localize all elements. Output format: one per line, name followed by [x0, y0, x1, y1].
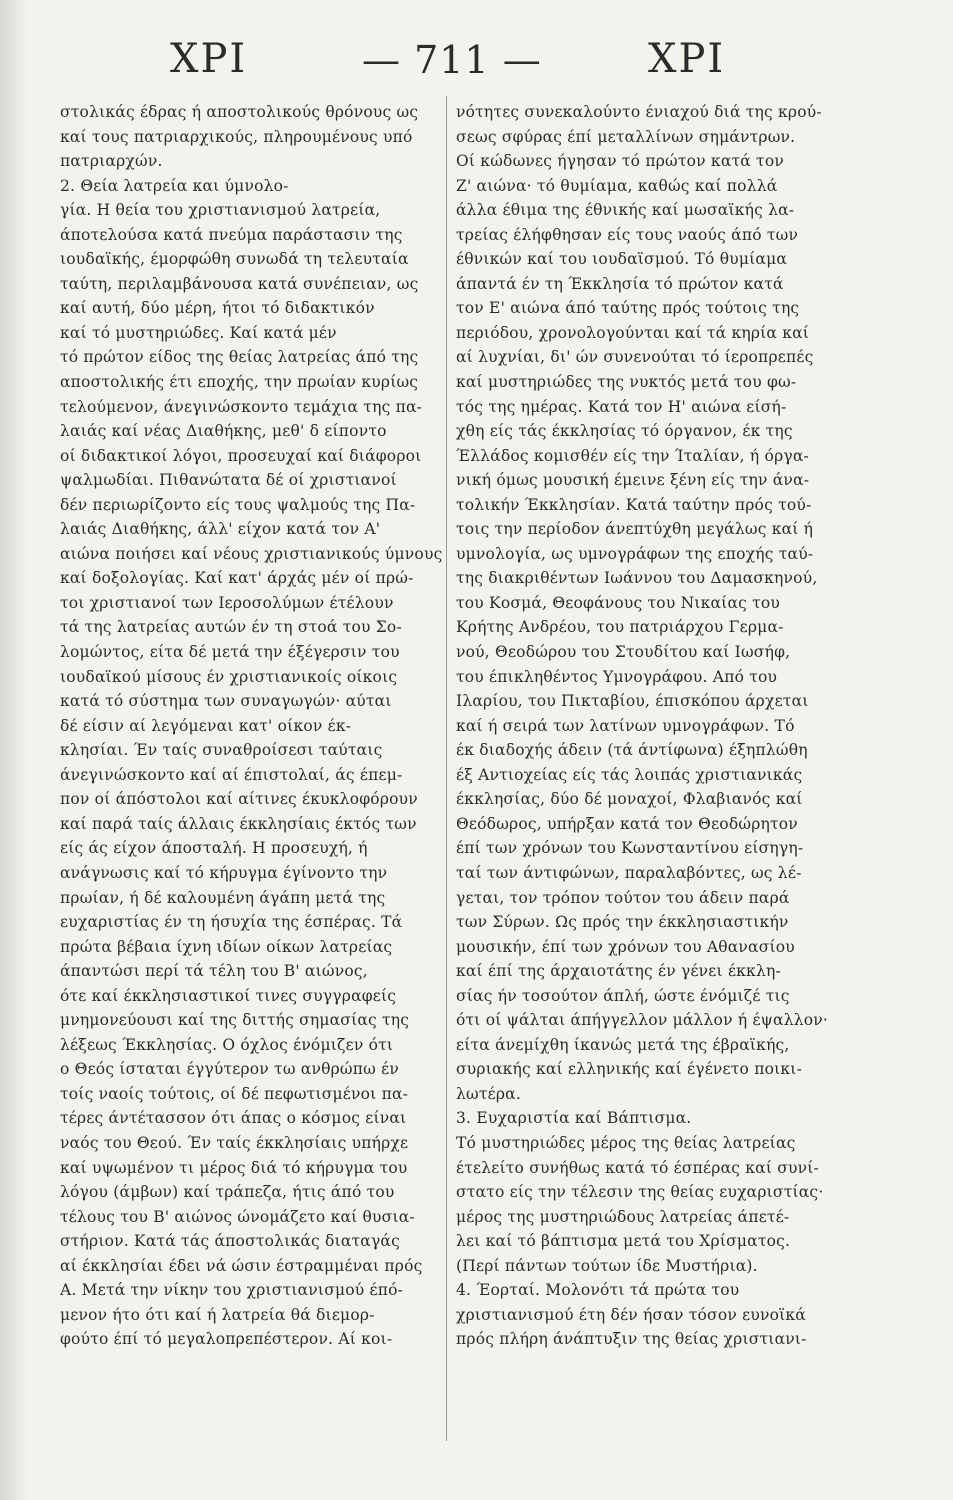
text-line: δέ είσιν αί λεγόμεναι κατ' οίκον έκ- — [60, 716, 352, 735]
text-line: μνημονεύουσι καί της διττής σημασίας της — [60, 1011, 410, 1030]
text-line: στατο είς την τέλεσιν της θείας ευχαριστίας· — [456, 1183, 824, 1202]
text-line: τρείας έλήφθησαν είς τους ναούς άπό των — [456, 225, 799, 244]
text-line: του έπικληθέντος Υμνογράφου. Από του — [456, 667, 778, 686]
text-line: λαιάς καί νέας Διαθήκης, μεθ' δ είποντο — [60, 422, 387, 441]
text-line: καί δοξολογίας. Καί κατ' άρχάς μέν οί πρώ- — [60, 569, 414, 588]
text-line: νού, Θεοδώρου του Στουδίτου καί Ιωσήφ, — [456, 643, 791, 662]
text-line: καί αυτή, δύο μέρη, ήτοι τό διδακτικόν — [60, 299, 375, 318]
text-line: 2. Θεία λατρεία και ύμνολο- — [60, 176, 289, 195]
text-line: σεως σφύρας έπί μεταλλίνων σημάντρων. — [456, 127, 796, 146]
text-line: μενον ήτο ότι καί ή λατρεία θά διεμορ- — [60, 1305, 375, 1324]
text-line: ταύτη, περιλαμβάνουσα κατά συνέπειαν, ως — [60, 274, 419, 293]
text-line: τοίς ναοίς τούτοις, οί δέ πεφωτισμένοι πα- — [60, 1084, 409, 1103]
text-line: μέρος της μυστηριώδους λατρείας άπετέ- — [456, 1207, 790, 1226]
text-line: έκκλησίας, δύο δέ μοναχοί, Φλαβιανός καί — [456, 790, 803, 809]
text-line: χθη είς τάς έκκλησίας τό όργανον, έκ της — [456, 422, 793, 441]
text-line: καί τό μυστηριώδες. Καί κατά μέν — [60, 323, 337, 342]
text-line: έπί των χρόνων του Κωνσταντίνου είσηγη- — [456, 839, 804, 858]
text-line: τολικήν Έκκλησίαν. Κατά ταύτην πρός τού- — [456, 495, 812, 514]
text-line: πρώτα βέβαια ίχνη ιδίων οίκων λατρείας — [60, 937, 393, 956]
text-line: έκ διαδοχής άδειν (τά άντίφωνα) έξηπλώθη — [456, 741, 808, 760]
text-line: γεται, τον τρόπον τούτον του άδειν παρά — [456, 888, 790, 907]
header-left-word: ΧΡΙ — [170, 36, 248, 82]
text-line: καί ή σειρά των λατίνων υμνογράφων. Τό — [456, 716, 795, 735]
text-line: άποτελούσα κατά πνεύμα παράστασιν της — [60, 225, 403, 244]
text-line: πρωίαν, ή δέ καλουμένη άγάπη μετά της — [60, 888, 386, 907]
text-line: τέλους του Β' αιώνος ώνομάζετο καί θυσια- — [60, 1207, 415, 1226]
right-column — [456, 100, 866, 1352]
text-line: έθνικών καί του ιουδαϊσμού. Τό θυμίαμα — [456, 250, 788, 269]
text-line: Κρήτης Ανδρέου, του πατριάρχου Γερμα- — [456, 618, 784, 637]
text-line: μουσικήν, έπί των χρόνων του Αθανασίου — [456, 937, 795, 956]
text-line: ναός του Θεού. Έν ταίς έκκλησίαις υπήρχε — [60, 1133, 409, 1152]
text-line: νότητες συνεκαλούντο ένιαχού διά της κρού- — [456, 103, 822, 121]
text-line: λαιάς Διαθήκης, άλλ' είχον κατά τον Α' — [60, 520, 381, 539]
text-line: ευχαριστίας έν τη ήσυχία της έσπέρας. Τά — [60, 913, 403, 932]
text-line: χριστιανισμού έτη δέν ήσαν τόσον ευνοϊκά — [456, 1305, 806, 1324]
text-line: γία. Η θεία του χριστιανισμού λατρεία, — [60, 201, 381, 220]
text-line: κατά τό σύστημα των συναγωγών· αύται — [60, 692, 392, 711]
text-line: αί έκκλησίαι έδει νά ώσιν έστραμμέναι πρός — [60, 1256, 423, 1275]
text-line: τέρες άντέτασσον ότι άπας ο κόσμος είναι — [60, 1109, 407, 1128]
text-line: σίας ήν τοσούτον άπλή, ώστε ένόμιζέ τις — [456, 986, 790, 1005]
text-line: Α. Μετά την νίκην του χριστιανισμού έπό- — [60, 1281, 404, 1300]
text-line: έξ Αντιοχείας είς τάς λοιπάς χριστιανικάς — [456, 765, 803, 784]
text-line: άνεγινώσκοντο καί αί έπιστολαί, άς έπεμ- — [60, 765, 403, 784]
text-line: κλησίαι. Έν ταίς συναθροίσεσι ταύταις — [60, 741, 383, 760]
text-line: Οί κώδωνες ήγησαν τό πρώτον κατά τον — [456, 152, 784, 171]
text-line: ταί των άντιφώνων, παραλαβόντες, ως λέ- — [456, 863, 802, 882]
text-line: ιουδαϊκής, έμορφώθη συνωδά τη τελευταία — [60, 250, 409, 269]
text-line: Έλλάδος κομισθέν είς την Ίταλίαν, ή όργα- — [456, 446, 809, 465]
text-line: ανάγνωσις καί τό κήρυγμα έγίνοντο την — [60, 863, 388, 882]
page-header — [0, 26, 953, 86]
text-line: (Περί πάντων τούτων ίδε Μυστήρια). — [456, 1256, 758, 1275]
text-line: ψαλμωδίαι. Πιθανώτατα δέ οί χριστιανοί — [60, 471, 397, 490]
text-line: καί παρά ταίς άλλαις έκκλησίαις έκτός των — [60, 814, 417, 833]
text-line: Ιλαρίου, του Πικταβίου, έπισκόπου άρχεται — [456, 692, 809, 711]
text-line: πατριαρχών. — [60, 152, 163, 171]
text-line: ο Θεός ίσταται έγγύτερον τω ανθρώπω έν — [60, 1060, 399, 1079]
text-line: αιώνα ποιήσει καί νέους χριστιανικούς ύμνους — [60, 544, 443, 563]
text-line: λέξεως Έκκλησίας. Ο όχλος ένόμιζεν ότι — [60, 1035, 394, 1054]
text-line: καί τους πατριαρχικούς, πληρουμένους υπό — [60, 127, 413, 146]
text-line: στολικάς έδρας ή αποστολικούς θρόνους ως — [60, 103, 419, 121]
page-number: — 711 — — [362, 38, 542, 82]
text-line: αποστολικής έτι εποχής, την πρωίαν κυρίως — [60, 373, 419, 392]
text-line: καί έπί της άρχαιοτάτης έν γένει έκκλη- — [456, 962, 781, 981]
text-line: Τό μυστηριώδες μέρος της θείας λατρείας — [456, 1133, 796, 1152]
text-line: Ζ' αιώνα· τό θυμίαμα, καθώς καί πολλά — [456, 176, 778, 195]
text-line: οί διδακτικοί λόγοι, προσευχαί καί διάφοροι — [60, 446, 422, 465]
text-line: άλλα έθιμα της έθνικής καί μωσαϊκής λα- — [456, 201, 795, 220]
text-line: τά της λατρείας αυτών έν τη στοά του Σο- — [60, 618, 402, 637]
text-line: αί λυχνίαι, δι' ών συνενούται τό ίεροπρεπές — [456, 348, 814, 367]
text-line: των Σύρων. Ως πρός την έκκλησιαστικήν — [456, 913, 789, 932]
text-line: λωτέρα. — [456, 1084, 521, 1103]
header-right-word: ΧΡΙ — [648, 36, 726, 82]
text-line: της διακριθέντων Ιωάννου του Δαμασκηνού, — [456, 569, 818, 588]
text-line: είτα άνεμίχθη ίκανώς μετά της έβραϊκής, — [456, 1035, 790, 1054]
text-line: καί μυστηριώδες της νυκτός μετά του φω- — [456, 373, 797, 392]
text-line: δέν περιωρίζοντο είς τους ψαλμούς της Πα- — [60, 495, 416, 514]
text-line: έτελείτο συνήθως κατά τό έσπέρας καί συνί- — [456, 1158, 819, 1177]
text-line: λει καί τό βάπτισμα μετά του Χρίσματος. — [456, 1232, 791, 1251]
text-line: τός της ημέρας. Κατά τον Η' αιώνα είσή- — [456, 397, 787, 416]
text-line: τοι χριστιανοί των Ιεροσολύμων έτέλουν — [60, 593, 394, 612]
text-line: τελούμενον, άνεγινώσκοντο τεμάχια της πα- — [60, 397, 423, 416]
text-line: λόγου (άμβων) καί τράπεζα, ήτις άπό του — [60, 1183, 395, 1202]
text-line: του Κοσμά, Θεοφάνους του Νικαίας του — [456, 593, 781, 612]
text-line: είς άς είχον άποσταλή. Η προσευχή, ή — [60, 839, 368, 858]
text-line: φούτο έπί τό μεγαλοπρεπέστερον. Αί κοι- — [60, 1330, 393, 1349]
text-line: τον Ε' αιώνα άπό ταύτης πρός τούτοις της — [456, 299, 800, 318]
text-line: λομώντος, είτα δέ μετά την έξέγερσιν του — [60, 643, 400, 662]
text-line: άπαντώσι περί τά τέλη του Β' αιώνος, — [60, 962, 368, 981]
text-line: 4. Έορταί. Μολονότι τά πρώτα του — [456, 1281, 740, 1300]
text-line: τό πρώτον είδος της θείας λατρείας άπό της — [60, 348, 419, 367]
left-column — [60, 100, 460, 1352]
text-line: πον οί άπόστολοι καί αίτινες έκυκλοφόρουν — [60, 790, 418, 809]
text-line: πρός πλήρη άνάπτυξιν της θείας χριστιανι- — [456, 1330, 807, 1349]
text-line: ότε καί έκκλησιαστικοί τινες συγγραφείς — [60, 986, 397, 1005]
text-line: καί υψωμένον τι μέρος διά τό κήρυγμα του — [60, 1158, 408, 1177]
text-line: 3. Ευχαριστία καί Βάπτισμα. — [456, 1109, 692, 1128]
text-line: περιόδου, χρονολογούνται καί τά κηρία καί — [456, 323, 810, 342]
text-line: νική όμως μουσική έμεινε ξένη είς την άνα- — [456, 471, 810, 490]
text-line: Θεόδωρος, υπήρξαν κατά τον Θεοδώρητον — [456, 814, 798, 833]
text-line: ότι οί ψάλται άπήγγελλον μάλλον ή έψαλλον· — [456, 1011, 829, 1030]
text-line: συριακής καί ελληνικής καί έγένετο ποικι- — [456, 1060, 803, 1079]
text-line: τοις την περίοδον άνεπτύχθη μεγάλως καί ή — [456, 520, 814, 539]
page-edge-shadow — [0, 0, 28, 1500]
text-line: στήριον. Κατά τάς άποστολικάς διαταγάς — [60, 1232, 400, 1251]
text-line: ιουδαϊκού μίσους έν χριστιανικοίς οίκοις — [60, 667, 398, 686]
text-line: άπαντά έν τη Έκκλησία τό πρώτον κατά — [456, 274, 784, 293]
text-line: υμνολογία, ως υμνογράφων της εποχής ταύ- — [456, 544, 814, 563]
